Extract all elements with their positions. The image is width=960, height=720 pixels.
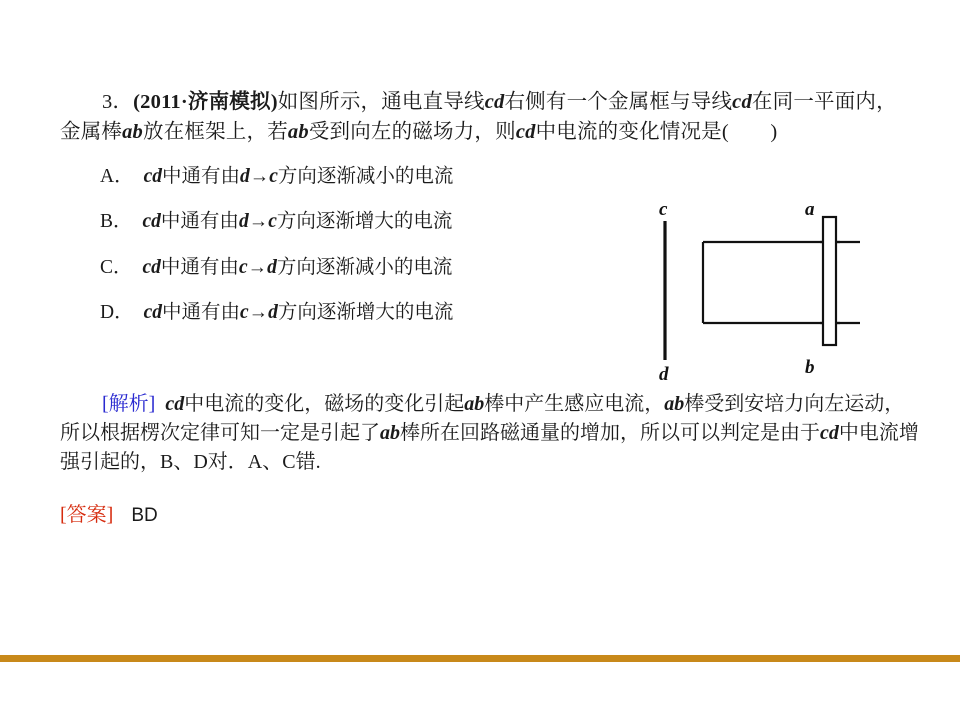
explanation-block (60, 390, 920, 477)
question-stem (60, 88, 910, 148)
answer-block (60, 498, 158, 527)
option-b-label: B． (100, 211, 133, 233)
explanation-text-3: 棒受到安培力向左运动，所以根据楞次定律可知一定是引起了 (60, 393, 905, 444)
stem-text-7: ) (770, 120, 778, 143)
explanation-text-5: 中电流增强引起的，B、D对．A、C错. (60, 422, 919, 473)
explanation-var-ab-1: ab (464, 393, 485, 415)
answer-value: BD (131, 505, 158, 526)
option-d-var-cd: cd (143, 301, 162, 323)
option-d-direction: c→d (240, 301, 278, 323)
explanation-var-ab-2: ab (664, 393, 685, 415)
footer-area (0, 662, 960, 720)
stem-text-4: 放在框架上，若 (143, 120, 288, 143)
answer-tag: [答案] (60, 504, 114, 526)
option-d-mid: 中通有由 (162, 301, 241, 323)
explanation-var-ab-3: ab (380, 422, 400, 444)
accent-bar (0, 655, 960, 662)
option-b-mid: 中通有由 (160, 211, 239, 233)
option-b-direction: d→c (238, 211, 277, 233)
option-a-var-cd: cd (143, 165, 162, 187)
option-c-mid: 中通有由 (160, 256, 239, 278)
label-a: a (805, 205, 815, 220)
label-d: d (659, 364, 669, 385)
stem-var-cd-2: cd (732, 91, 752, 113)
option-b-var-cd: cd (142, 211, 161, 233)
explanation-paragraph (60, 390, 920, 477)
explanation-var-cd-1: cd (165, 393, 185, 415)
option-d-label: D． (100, 301, 134, 323)
label-c: c (659, 205, 668, 220)
option-d-post: 方向逐渐增大的电流 (277, 301, 454, 323)
stem-text-2: 右侧有一个金属框与导线 (504, 91, 733, 113)
option-b-post: 方向逐渐增大的电流 (276, 211, 453, 233)
option-c-post: 方向逐渐减小的电流 (276, 256, 453, 278)
rod-ab (823, 217, 836, 345)
explanation-tag: [解析] (102, 393, 156, 415)
stem-text-3: 在同一平面内，金属棒 (60, 91, 897, 143)
stem-var-cd-3: cd (515, 120, 536, 143)
option-a-label: A． (100, 165, 134, 187)
explanation-var-cd-2: cd (820, 422, 839, 444)
stem-var-ab-1: ab (122, 120, 144, 143)
question-number: 3 (102, 91, 113, 113)
explanation-text-2: 棒中产生感应电流， (484, 393, 665, 415)
explanation-text-4: 棒所在回路磁通量的增加，所以可以判定是由于 (400, 422, 820, 444)
stem-text-6: 中电流的变化情况是( (535, 120, 729, 143)
circuit-diagram (645, 205, 935, 390)
question-source: (2011·济南模拟) (133, 91, 278, 113)
option-c-direction: c→d (238, 256, 277, 278)
option-c-label: C． (100, 256, 133, 278)
option-a-direction: d→c (240, 165, 278, 187)
stem-var-cd-1: cd (484, 91, 505, 113)
stem-text-1: 如图所示，通电直导线 (277, 91, 485, 113)
explanation-text-1: 中电流的变化，磁场的变化引起 (184, 393, 465, 415)
option-c-var-cd: cd (142, 256, 161, 278)
option-a-mid: 中通有由 (162, 165, 241, 187)
stem-answer-blank (729, 121, 770, 143)
question-number-dot: ． (112, 91, 134, 113)
label-b: b (805, 357, 815, 378)
stem-text-5: 受到向左的磁场力，则 (308, 120, 516, 143)
option-a[interactable] (60, 164, 910, 189)
stem-var-ab-2: ab (287, 120, 309, 143)
option-a-post: 方向逐渐减小的电流 (277, 165, 454, 187)
